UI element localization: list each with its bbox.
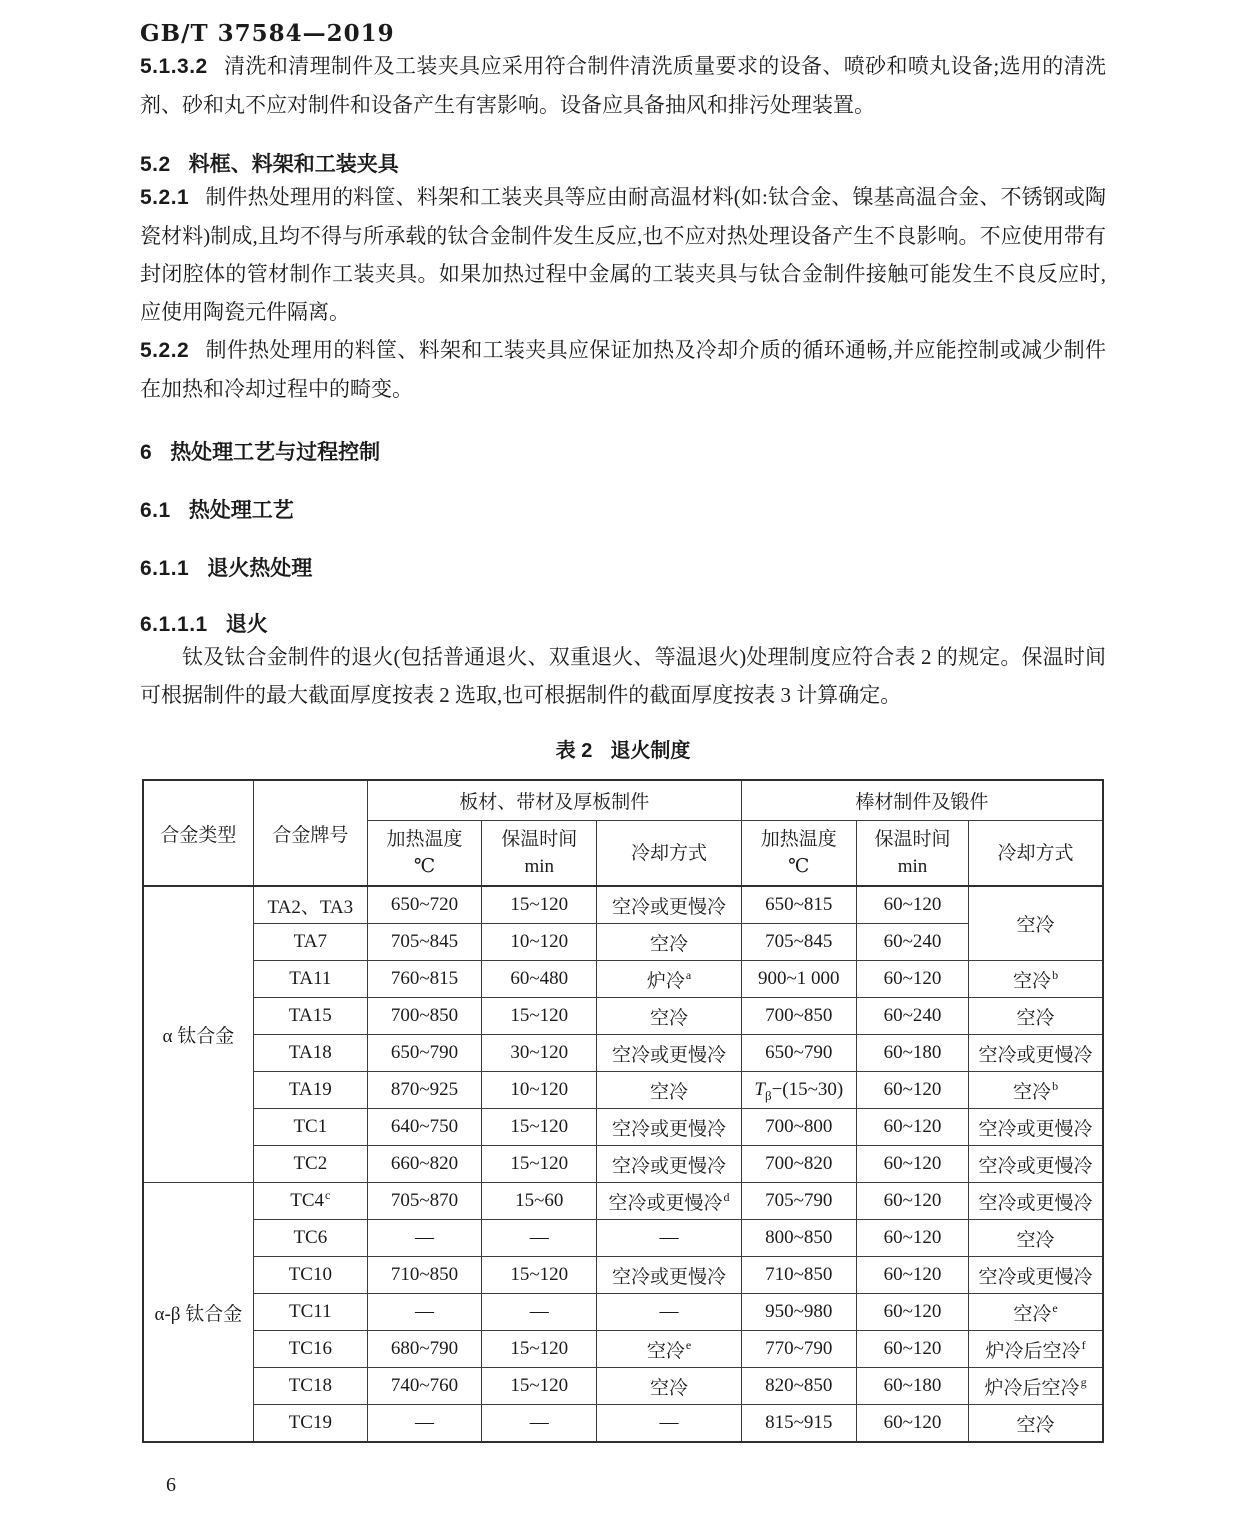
heading-title: 热处理工艺与过程控制 [170, 441, 381, 464]
cell-sheet-temp: 760~815 [367, 961, 481, 998]
cell-bar-temp: 900~1 000 [741, 961, 856, 998]
cell-sheet-temp: 680~790 [367, 1331, 481, 1368]
heading-6-1-1 [140, 552, 1106, 582]
cell-sheet-time: 15~60 [482, 1183, 597, 1220]
heading-6-1 [140, 494, 1106, 524]
cell-bar-time: 60~120 [856, 961, 968, 998]
cell-sheet-cool: 空冷 [597, 924, 741, 961]
clause-5-1-3-2 [140, 47, 1106, 124]
cell-bar-temp: 705~790 [741, 1183, 856, 1220]
cell-sheet-time: 15~120 [482, 1109, 597, 1146]
cell-bar-time: 60~120 [856, 886, 968, 924]
heading-title: 退火 [225, 613, 268, 636]
cell-grade: TC10 [253, 1257, 367, 1294]
cell-bar-cool: 空冷$^b$ [969, 961, 1103, 998]
cell-grade: TA7 [253, 924, 367, 961]
cell-grade: TA11 [253, 961, 367, 998]
cell-bar-temp: 700~850 [741, 998, 856, 1035]
cell-sheet-cool: 空冷或更慢冷 [597, 1146, 741, 1183]
cell-sheet-time: 15~120 [482, 886, 597, 924]
table-row [143, 1072, 1103, 1109]
clause-number: 5.2.2 [140, 339, 190, 362]
cell-bar-cool: 空冷 [969, 1220, 1103, 1257]
cell-grade: TA19 [253, 1072, 367, 1109]
cell-sheet-time: 15~120 [482, 1257, 597, 1294]
intro-paragraph: 钛及钛合金制件的退火(包括普通退火、双重退火、等温退火)处理制度应符合表 2 的规定。保温时间可根据制件的最大截面厚度按表 2 选取,也可根据制件的截面厚度按表 3 计算确定。 [140, 645, 1106, 707]
clause-number: 5.1.3.2 [140, 55, 208, 78]
cell-grade: TC11 [253, 1294, 367, 1331]
cell-bar-temp: 815~915 [741, 1405, 856, 1443]
table-row [143, 998, 1103, 1035]
cell-bar-time: 60~120 [856, 1183, 968, 1220]
cell-bar-temp: 710~850 [741, 1257, 856, 1294]
cell-bar-temp: 650~790 [741, 1035, 856, 1072]
cell-bar-time: 60~120 [856, 1072, 968, 1109]
col-header-sheet-temp: 加热温度 ℃ [367, 821, 481, 887]
cell-sheet-temp: 705~845 [367, 924, 481, 961]
heading-5-2 [140, 148, 1106, 178]
cell-sheet-time: 10~120 [482, 924, 597, 961]
cell-bar-cool: 空冷或更慢冷 [969, 1257, 1103, 1294]
cell-bar-cool: 炉冷后空冷$^g$ [969, 1368, 1103, 1405]
cell-bar-time: 60~180 [856, 1035, 968, 1072]
cell-bar-cool: 空冷 [969, 886, 1103, 961]
clause-number: 6 [140, 441, 153, 464]
table-row [143, 1294, 1103, 1331]
cell-sheet-temp: 640~750 [367, 1109, 481, 1146]
cell-grade: TC6 [253, 1220, 367, 1257]
cell-bar-cool: 空冷$^b$ [969, 1072, 1103, 1109]
table-row [143, 1331, 1103, 1368]
group-header-sheet: 板材、带材及厚板制件 [367, 780, 741, 821]
clause-5-2-1 [140, 178, 1106, 331]
cell-bar-time: 60~120 [856, 1220, 968, 1257]
clause-text: 制件热处理用的料筐、料架和工装夹具应保证加热及冷却介质的循环通畅,并应能控制或减少制件在加热和冷却过程中的畸变。 [140, 338, 1106, 401]
cell-bar-temp: 700~800 [741, 1109, 856, 1146]
col-header-grade: 合金牌号 [253, 780, 367, 886]
cell-bar-time: 60~120 [856, 1331, 968, 1368]
col-header-sheet-time: 保温时间 min [482, 821, 597, 887]
group-header-bar: 棒材制件及锻件 [741, 780, 1103, 821]
cell-sheet-cool: — [597, 1220, 741, 1257]
clause-number: 5.2.1 [140, 186, 190, 209]
cell-sheet-temp: 740~760 [367, 1368, 481, 1405]
cell-bar-temp: 705~845 [741, 924, 856, 961]
heading-title: 热处理工艺 [188, 499, 294, 522]
cell-sheet-cool: 空冷 [597, 1368, 741, 1405]
annealing-schedule-table [142, 779, 1104, 1443]
clause-number: 6.1.1.1 [140, 613, 208, 636]
table-row [143, 961, 1103, 998]
cell-sheet-temp: 650~720 [367, 886, 481, 924]
cell-sheet-time: 15~120 [482, 1146, 597, 1183]
clause-number: 6.1 [140, 499, 171, 522]
cell-bar-cool: 空冷或更慢冷 [969, 1183, 1103, 1220]
cell-bar-time: 60~240 [856, 924, 968, 961]
table-row [143, 924, 1103, 961]
table-caption [140, 734, 1106, 763]
cell-sheet-cool: 空冷或更慢冷 [597, 1109, 741, 1146]
cell-sheet-temp: 705~870 [367, 1183, 481, 1220]
cell-bar-cool: 空冷 [969, 1405, 1103, 1443]
cell-sheet-cool: 空冷或更慢冷 [597, 886, 741, 924]
cell-sheet-time: 15~120 [482, 1331, 597, 1368]
cell-sheet-time: 30~120 [482, 1035, 597, 1072]
cell-sheet-temp: — [367, 1294, 481, 1331]
heading-title: 退火热处理 [207, 557, 313, 580]
clause-text: 清洗和清理制件及工装夹具应采用符合制件清洗质量要求的设备、喷砂和喷丸设备;选用的清洗剂、砂和丸不应对制件和设备产生有害影响。设备应具备抽风和排污处理装置。 [140, 54, 1106, 117]
table-row [143, 1368, 1103, 1405]
cell-sheet-cool: 空冷或更慢冷 [597, 1257, 741, 1294]
cell-sheet-time: — [482, 1220, 597, 1257]
cell-sheet-time: 10~120 [482, 1072, 597, 1109]
table-row [143, 1183, 1103, 1220]
cell-bar-temp: 700~820 [741, 1146, 856, 1183]
cell-bar-cool: 空冷或更慢冷 [969, 1035, 1103, 1072]
cell-sheet-cool: 空冷 [597, 998, 741, 1035]
cell-grade: TA18 [253, 1035, 367, 1072]
cell-alloy-type: α-β 钛合金 [143, 1183, 253, 1443]
heading-title: 料框、料架和工装夹具 [188, 153, 399, 176]
cell-alloy-type: α 钛合金 [143, 886, 253, 1183]
cell-sheet-temp: 870~925 [367, 1072, 481, 1109]
cell-bar-time: 60~180 [856, 1368, 968, 1405]
table-caption-label: 表 2 [555, 740, 593, 762]
cell-bar-cool: 空冷或更慢冷 [969, 1146, 1103, 1183]
cell-bar-temp: $T_\beta-(15\sim 30)$ [741, 1072, 856, 1109]
cell-sheet-time: — [482, 1405, 597, 1443]
table-header [143, 780, 1103, 886]
cell-sheet-cool: 空冷 [597, 1072, 741, 1109]
cell-bar-temp: 950~980 [741, 1294, 856, 1331]
col-header-bar-time: 保温时间 min [856, 821, 968, 887]
table-row [143, 886, 1103, 924]
cell-sheet-cool: — [597, 1294, 741, 1331]
clause-5-2-2 [140, 331, 1106, 408]
cell-sheet-cool: 空冷或更慢冷$^d$ [597, 1183, 741, 1220]
table-row [143, 1257, 1103, 1294]
heading-6-1-1-1 [140, 608, 1106, 638]
cell-sheet-time: 15~120 [482, 998, 597, 1035]
page-number: 6 [166, 1474, 176, 1496]
cell-bar-time: 60~120 [856, 1146, 968, 1183]
cell-bar-cool: 炉冷后空冷$^f$ [969, 1331, 1103, 1368]
cell-grade: TA2、TA3 [253, 886, 367, 924]
cell-bar-cool: 空冷 [969, 998, 1103, 1035]
cell-sheet-temp: 650~790 [367, 1035, 481, 1072]
cell-sheet-cool: 空冷或更慢冷 [597, 1035, 741, 1072]
heading-6 [140, 436, 1106, 466]
cell-sheet-cool: 空冷$^e$ [597, 1331, 741, 1368]
table-caption-title: 退火制度 [610, 740, 691, 762]
table-row [143, 1146, 1103, 1183]
cell-grade: TC16 [253, 1331, 367, 1368]
table-row [143, 1035, 1103, 1072]
cell-sheet-time: 15~120 [482, 1368, 597, 1405]
cell-sheet-temp: — [367, 1405, 481, 1443]
cell-bar-temp: 770~790 [741, 1331, 856, 1368]
cell-bar-time: 60~120 [856, 1294, 968, 1331]
clause-number: 5.2 [140, 153, 171, 176]
cell-bar-time: 60~120 [856, 1405, 968, 1443]
col-header-bar-cool: 冷却方式 [969, 821, 1103, 887]
cell-sheet-cool: — [597, 1405, 741, 1443]
col-header-bar-temp: 加热温度 ℃ [741, 821, 856, 887]
cell-bar-time: 60~120 [856, 1109, 968, 1146]
table-row [143, 1220, 1103, 1257]
cell-grade: TC18 [253, 1368, 367, 1405]
cell-grade: TC19 [253, 1405, 367, 1443]
cell-bar-cool: 空冷$^e$ [969, 1294, 1103, 1331]
clause-number: 6.1.1 [140, 557, 190, 580]
col-header-alloy-type: 合金类型 [143, 780, 253, 886]
col-header-sheet-cool: 冷却方式 [597, 821, 741, 887]
cell-bar-time: 60~240 [856, 998, 968, 1035]
cell-grade: TC2 [253, 1146, 367, 1183]
cell-sheet-temp: — [367, 1220, 481, 1257]
cell-grade: TA15 [253, 998, 367, 1035]
cell-bar-temp: 650~815 [741, 886, 856, 924]
cell-sheet-time: 60~480 [482, 961, 597, 998]
cell-bar-cool: 空冷或更慢冷 [969, 1109, 1103, 1146]
table-row [143, 1109, 1103, 1146]
cell-bar-temp: 800~850 [741, 1220, 856, 1257]
table-row [143, 1405, 1103, 1443]
cell-sheet-temp: 710~850 [367, 1257, 481, 1294]
cell-sheet-cool: 炉冷$^a$ [597, 961, 741, 998]
cell-sheet-temp: 660~820 [367, 1146, 481, 1183]
clause-text: 制件热处理用的料筐、料架和工装夹具等应由耐高温材料(如:钛合金、镍基高温合金、不锈钢或陶瓷材料)制成,且均不得与所承载的钛合金制件发生反应,也不应对热处理设备产生不良影响。不应使用带有封闭腔体的管材制作工装夹具。如果加热过程中金属的工装夹具与钛合金制件接触可能发生不良反应时,应使用陶瓷元件隔离。 [140, 185, 1106, 324]
cell-grade: TC4$^c$ [253, 1183, 367, 1220]
cell-sheet-time: — [482, 1294, 597, 1331]
standard-number-header: GB/T 37584—2019 [140, 20, 395, 47]
cell-sheet-temp: 700~850 [367, 998, 481, 1035]
cell-grade: TC1 [253, 1109, 367, 1146]
cell-bar-temp: 820~850 [741, 1368, 856, 1405]
cell-bar-time: 60~120 [856, 1257, 968, 1294]
